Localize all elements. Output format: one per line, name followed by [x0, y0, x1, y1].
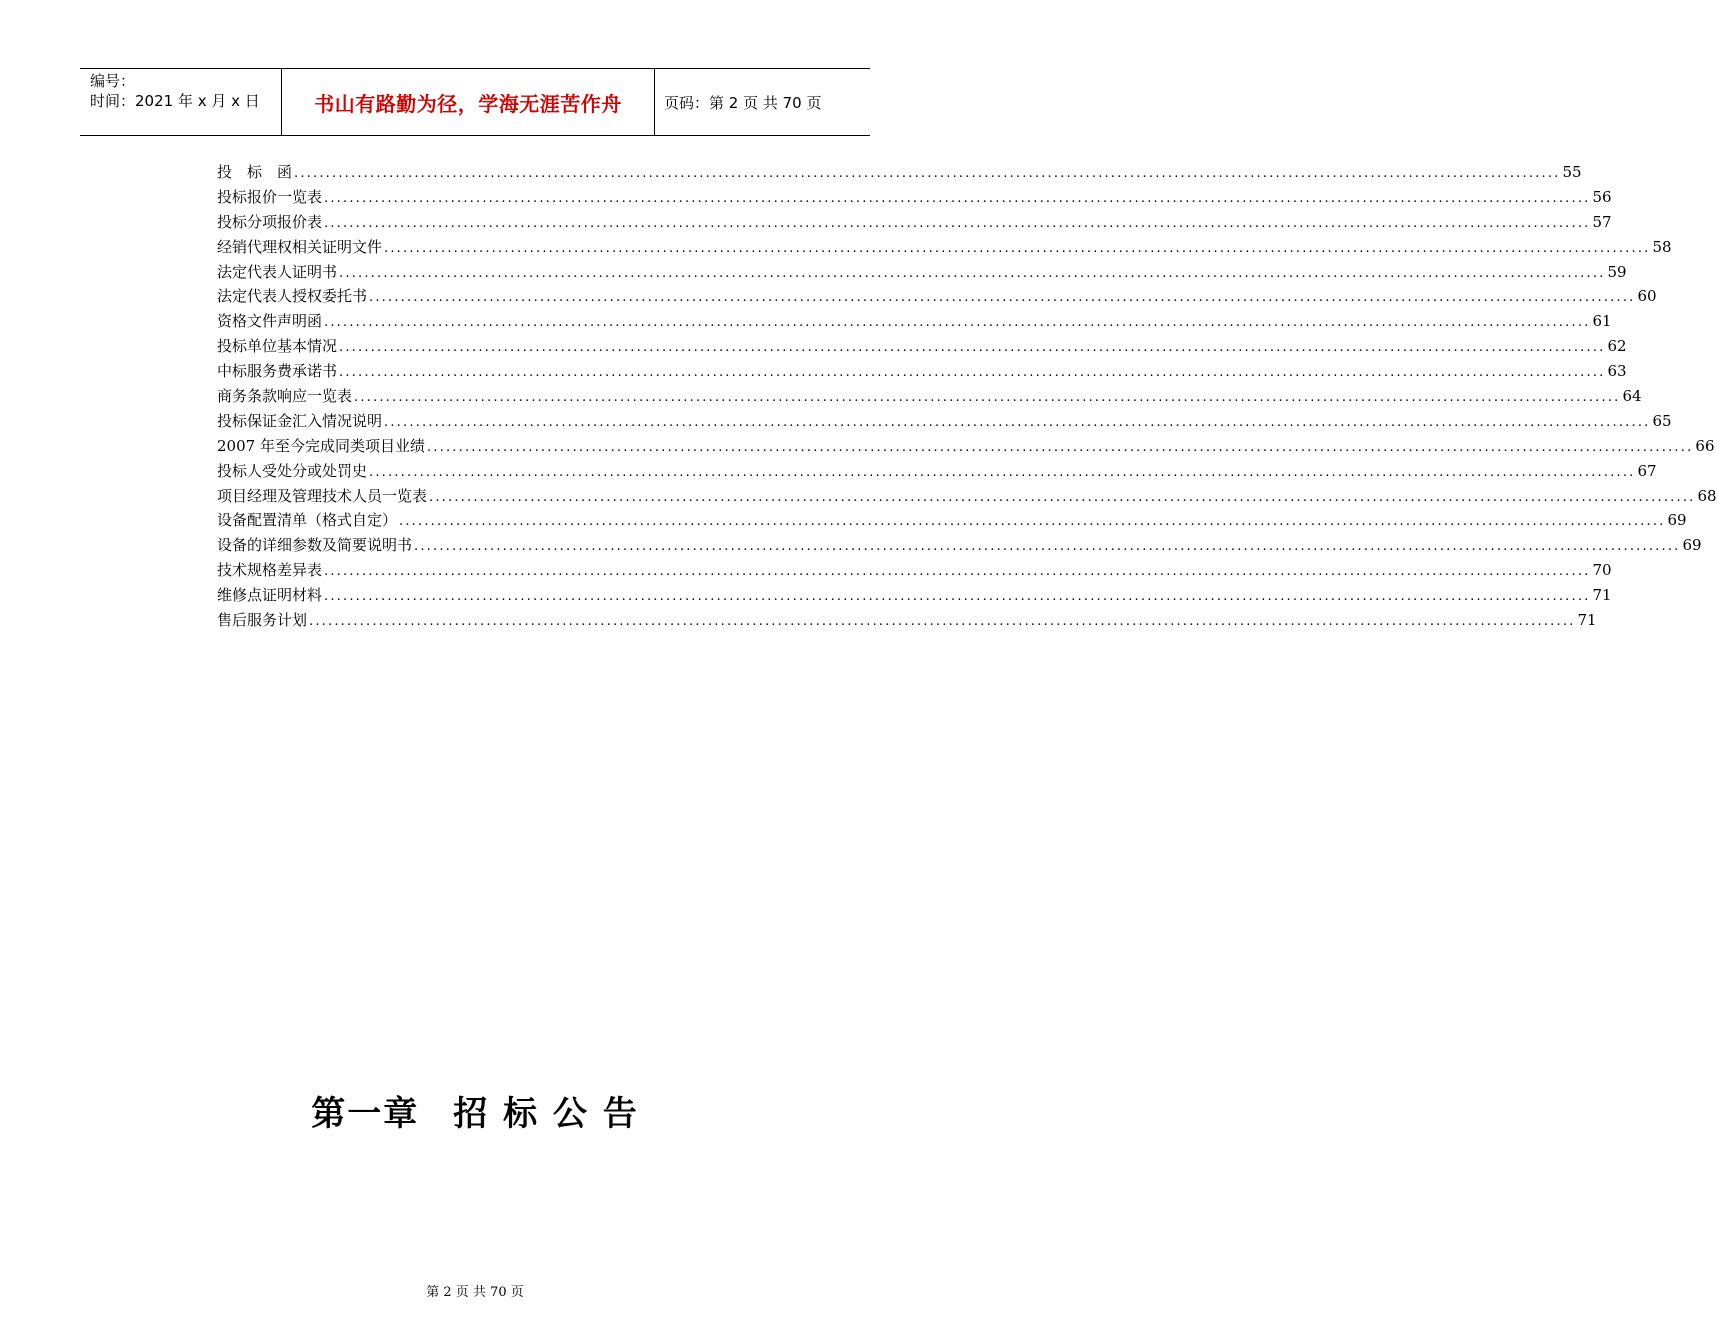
toc-entry-page: 58 — [1652, 237, 1672, 256]
toc-entry-page: 70 — [1592, 561, 1612, 580]
toc-entry-title: 技术规格差异表 — [217, 561, 323, 580]
toc-entry-title: 投标分项报价表 — [217, 212, 323, 231]
toc-leader-dots: ........................................................................................................................................................................................................ — [384, 240, 1651, 256]
toc-entry[interactable] — [217, 608, 1597, 633]
page-header — [80, 68, 870, 136]
toc-leader-dots: ........................................................................................................................................................................................................ — [429, 489, 1696, 505]
toc-entry-title: 投标报价一览表 — [217, 187, 323, 206]
toc-entry[interactable] — [217, 384, 1642, 409]
toc-entry[interactable] — [217, 434, 1715, 459]
toc-entry-page: 62 — [1607, 337, 1627, 356]
toc-entry-title: 投标人受处分或处罚史 — [217, 461, 368, 480]
header-motto: 书山有路勤为径，学海无涯苦作舟 — [282, 69, 655, 135]
page-footer: 第 2 页 共 70 页 — [426, 1285, 524, 1300]
toc-entry-title: 法定代表人授权委托书 — [217, 287, 368, 306]
toc-entry-page: 65 — [1652, 411, 1672, 430]
toc-leader-dots: ........................................................................................................................................................................................................ — [426, 439, 1694, 455]
toc-entry-title: 售后服务计划 — [217, 611, 308, 630]
toc-entry-title: 商务条款响应一览表 — [217, 387, 353, 406]
toc-leader-dots: ........................................................................................................................................................................................................ — [369, 290, 1636, 306]
toc-entry-page: 69 — [1682, 536, 1702, 555]
toc-entry-title: 经销代理权相关证明文件 — [217, 237, 383, 256]
toc-entry-page: 71 — [1592, 586, 1612, 605]
table-of-contents — [217, 160, 1717, 633]
toc-entry-title: 项目经理及管理技术人员一览表 — [217, 486, 428, 505]
toc-entry[interactable] — [217, 160, 1582, 185]
toc-entry-title: 投 标 函 — [217, 163, 293, 181]
toc-entry-title: 维修点证明材料 — [217, 586, 323, 605]
toc-leader-dots: ........................................................................................................................................................................................................ — [369, 464, 1636, 480]
toc-entry[interactable] — [217, 409, 1672, 434]
toc-entry-page: 55 — [1562, 163, 1582, 181]
toc-entry-page: 68 — [1697, 486, 1717, 505]
toc-entry[interactable] — [217, 558, 1612, 583]
toc-entry-title: 中标服务费承诺书 — [217, 362, 338, 381]
toc-leader-dots: ........................................................................................................................................................................................................ — [354, 390, 1621, 406]
toc-entry-page: 66 — [1695, 436, 1715, 455]
toc-entry-title: 资格文件声明函 — [217, 312, 323, 331]
toc-leader-dots: ........................................................................................................................................................................................................ — [384, 414, 1651, 430]
toc-leader-dots: ........................................................................................................................................................................................................ — [294, 166, 1561, 181]
toc-leader-dots: ........................................................................................................................................................................................................ — [309, 614, 1576, 630]
toc-entry-title: 投标单位基本情况 — [217, 337, 338, 356]
toc-entry[interactable] — [217, 284, 1657, 309]
toc-entry-title: 设备的详细参数及简要说明书 — [217, 536, 413, 555]
toc-entry[interactable] — [217, 533, 1702, 558]
toc-entry[interactable] — [217, 309, 1612, 334]
toc-leader-dots: ........................................................................................................................................................................................................ — [324, 564, 1591, 580]
toc-leader-dots: ........................................................................................................................................................................................................ — [339, 340, 1606, 356]
toc-entry-page: 59 — [1607, 262, 1627, 281]
header-page-label: 页码：第 2 页 共 70 页 — [664, 93, 822, 112]
doc-time-label: 时间：2021 年 x 月 x 日 — [90, 92, 260, 110]
toc-entry-page: 71 — [1577, 611, 1597, 630]
toc-entry[interactable] — [217, 185, 1612, 210]
toc-leader-dots: ........................................................................................................................................................................................................ — [399, 514, 1666, 530]
toc-leader-dots: ........................................................................................................................................................................................................ — [339, 265, 1606, 281]
doc-code-label: 编号： — [90, 72, 136, 90]
toc-entry[interactable] — [217, 334, 1627, 359]
toc-leader-dots: ........................................................................................................................................................................................................ — [414, 539, 1681, 555]
toc-entry-title: 设备配置清单（格式自定） — [217, 511, 398, 530]
toc-entry[interactable] — [217, 260, 1627, 285]
toc-entry-page: 63 — [1607, 362, 1627, 381]
toc-entry-title: 2007 年至今完成同类项目业绩 — [217, 436, 425, 455]
chapter-title: 招 标 公 告 — [453, 1094, 639, 1134]
toc-entry[interactable] — [217, 359, 1627, 384]
chapter-heading — [0, 1086, 950, 1135]
toc-entry-title: 投标保证金汇入情况说明 — [217, 411, 383, 430]
chapter-number: 第一章 — [311, 1094, 420, 1134]
toc-entry[interactable] — [217, 583, 1612, 608]
toc-entry-page: 60 — [1637, 287, 1657, 306]
toc-entry-page: 57 — [1592, 212, 1612, 231]
toc-entry-page: 61 — [1592, 312, 1612, 331]
header-left-cell — [80, 69, 282, 135]
toc-entry-page: 64 — [1622, 387, 1642, 406]
toc-leader-dots: ........................................................................................................................................................................................................ — [324, 315, 1591, 331]
toc-entry-page: 67 — [1637, 461, 1657, 480]
toc-entry[interactable] — [217, 459, 1657, 484]
toc-entry[interactable] — [217, 508, 1687, 533]
toc-leader-dots: ........................................................................................................................................................................................................ — [339, 365, 1606, 381]
toc-entry[interactable] — [217, 210, 1612, 235]
toc-entry-page: 69 — [1667, 511, 1687, 530]
toc-entry[interactable] — [217, 235, 1672, 260]
toc-entry-page: 56 — [1592, 187, 1612, 206]
toc-entry-title: 法定代表人证明书 — [217, 262, 338, 281]
toc-leader-dots: ........................................................................................................................................................................................................ — [324, 589, 1591, 605]
toc-entry[interactable] — [217, 484, 1717, 509]
toc-leader-dots: ........................................................................................................................................................................................................ — [324, 190, 1591, 206]
toc-leader-dots: ........................................................................................................................................................................................................ — [324, 215, 1591, 231]
